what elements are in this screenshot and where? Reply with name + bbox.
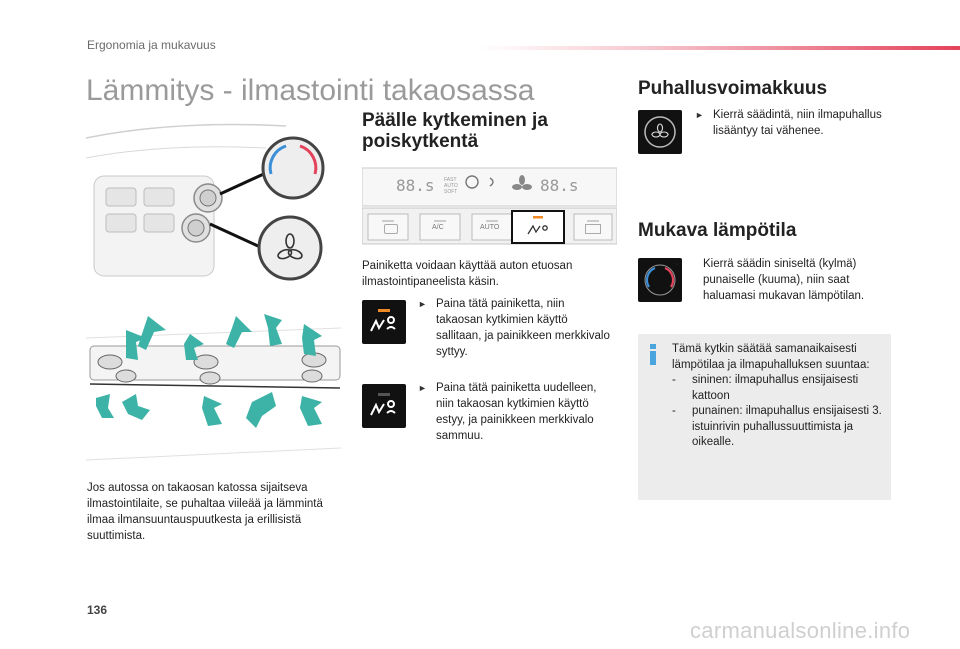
panel-auto-button[interactable]: AUTO (480, 224, 500, 231)
blower-instruction (695, 107, 895, 139)
bullet-deactivate (418, 380, 613, 444)
bullet-deactivate-marker: ► (418, 383, 427, 393)
info-icon (650, 344, 657, 363)
watermark: carmanualsonline.info (690, 618, 911, 643)
section-label: Ergonomia ja mukavuus (87, 38, 216, 52)
blower-heading: Puhallusvoimakkuus (638, 78, 828, 99)
info-item-red-dash: - (672, 405, 676, 417)
page-number: 136 (87, 603, 108, 617)
front-climate-panel (362, 160, 617, 250)
blower-instruction-marker: ► (695, 110, 704, 120)
blower-knob-image (638, 110, 682, 154)
switch-on-off-heading-line1: Päälle kytkeminen ja (362, 110, 548, 131)
info-item-red-text: punainen: ilmapuhallus ensijaisesti 3. istuinrivin puhallussuuttimista ja oikealle. (692, 405, 882, 448)
info-item-blue (672, 373, 882, 404)
info-text (672, 342, 882, 451)
fan-knob-icon (640, 112, 680, 152)
rear-climate-button[interactable] (512, 211, 564, 243)
bullet-activate-marker: ► (418, 299, 427, 309)
bullet-deactivate-text: Paina tätä painiketta uudelleen, niin takaosan kytkimien käyttö estyy, ja painikkeen merkkivalo sammuu. (436, 382, 597, 442)
page-title: Lämmitys - ilmastointi takaosassa (86, 74, 535, 107)
front-climate-panel-drawing (362, 160, 617, 250)
info-item-blue-text: sininen: ilmapuhallus ensijaisesti kattoon (692, 374, 859, 402)
middle-intro-text: Painiketta voidaan käyttää auton etuosan ilmastointipaneelista käsin. (362, 260, 573, 288)
blower-instruction-text: Kierrä säädintä, niin ilmapuhallus lisääntyy tai vähenee. (713, 109, 882, 137)
temperature-knob-icon (640, 260, 680, 300)
rear-button-led-off-image (362, 384, 406, 428)
comfort-instruction (675, 256, 890, 304)
bullet-activate-text: Paina tätä painiketta, niin takaosan kytkimien käyttö sallitaan, ja painikkeen merkkivalo syttyy. (436, 298, 610, 358)
display-right: 88.s (540, 176, 579, 195)
info-intro: Tämä kytkin säätää samanaikaisesti lämpötilaa ja ilmapuhalluksen suuntaa: (672, 343, 870, 371)
front-defrost-icon[interactable] (384, 224, 398, 234)
comfort-heading: Mukava lämpötila (638, 220, 797, 241)
info-item-blue-dash: - (672, 374, 676, 386)
rear-seat-fan-icon (366, 391, 402, 421)
header-accent-rule (480, 46, 960, 50)
info-box (638, 334, 891, 500)
bullet-activate (418, 296, 613, 360)
info-item-red (672, 404, 882, 451)
panel-ac-button[interactable]: A/C (432, 224, 444, 231)
comfort-dash: - (675, 258, 679, 270)
rear-seat-fan-icon (366, 307, 402, 337)
rear-roof-controls-illustration (86, 118, 341, 293)
switch-on-off-heading-line2: poiskytkentä (362, 131, 479, 152)
rear-defrost-icon[interactable] (585, 224, 601, 234)
auto-mode-label: FAST AUTO SOFT (444, 177, 458, 195)
display-left: 88.s (396, 176, 435, 195)
switch-on-off-heading (362, 110, 622, 152)
airflow-directions-illustration (86, 310, 341, 470)
comfort-instruction-text: Kierrä säädin siniseltä (kylmä) punaiselle (kuuma), niin saat haluamasi mukavan lämpötilan. (703, 258, 865, 302)
rear-button-led-on-image (362, 300, 406, 344)
left-intro-text: Jos autossa on takaosan katossa sijaitseva ilmastointilaite, se puhaltaa viileää ja lämmintä ilmaa ilmansuuntauspuutkesta ja erillisistä suuttimista. (87, 482, 323, 542)
